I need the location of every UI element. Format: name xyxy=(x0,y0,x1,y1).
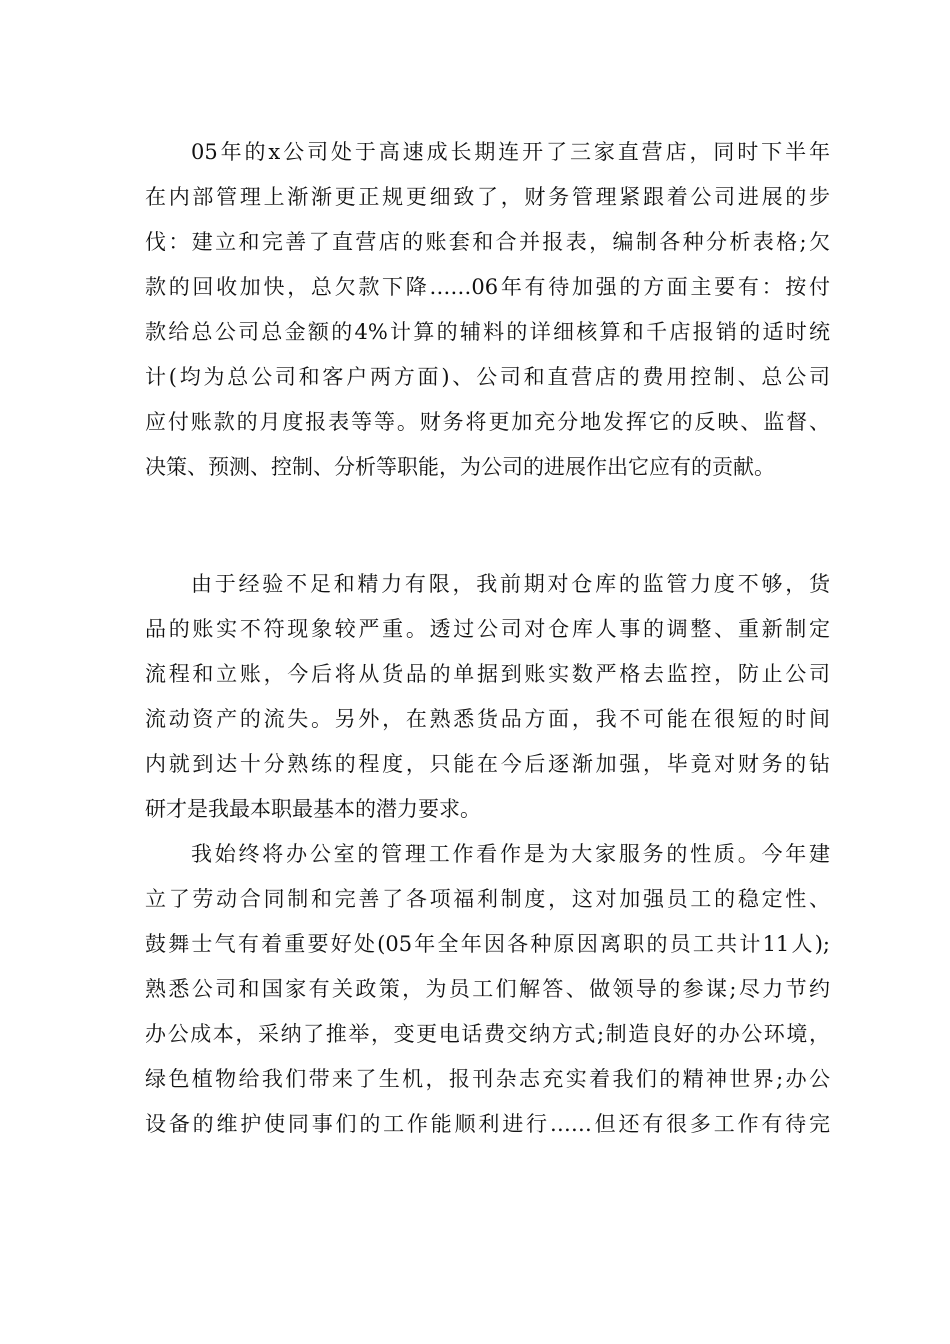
text-line: 05年的x公司处于高速成长期连开了三家直营店，同时下半年 xyxy=(191,140,830,164)
text-line: 设备的维护使同事们的工作能顺利进行……但还有很多工作有待完 xyxy=(145,1112,830,1136)
text-line: 计(均为总公司和客户两方面)、公司和直营店的费用控制、总公司 xyxy=(145,365,830,389)
text-line: 绿色植物给我们带来了生机，报刊杂志充实着我们的精神世界;办公 xyxy=(145,1067,830,1091)
text-line: 熟悉公司和国家有关政策，为员工们解答、做领导的参谋;尽力节约 xyxy=(145,977,830,1001)
text-line: 决策、预测、控制、分析等职能，为公司的进展作出它应有的贡献。 xyxy=(145,455,775,479)
paragraph-warehouse xyxy=(145,562,830,832)
paragraph-spacer xyxy=(145,490,830,562)
text-line: 品的账实不符现象较严重。透过公司对仓库人事的调整、重新制定 xyxy=(145,617,830,641)
text-line: 内就到达十分熟练的程度，只能在今后逐渐加强，毕竟对财务的钻 xyxy=(145,752,830,776)
text-line: 伐：建立和完善了直营店的账套和合并报表，编制各种分析表格;欠 xyxy=(145,230,830,254)
paragraph-office xyxy=(145,832,830,1147)
paragraph-finance xyxy=(145,130,830,490)
text-line: 流动资产的流失。另外，在熟悉货品方面，我不可能在很短的时间 xyxy=(145,707,830,731)
text-line: 由于经验不足和精力有限，我前期对仓库的监管力度不够，货 xyxy=(191,572,830,596)
text-line: 应付账款的月度报表等等。财务将更加充分地发挥它的反映、监督、 xyxy=(145,410,830,434)
text-line: 款给总公司总金额的4%计算的辅料的详细核算和千店报销的适时统 xyxy=(145,320,830,344)
text-line: 研才是我最本职最基本的潜力要求。 xyxy=(145,797,481,821)
text-line: 款的回收加快，总欠款下降……06年有待加强的方面主要有：按付 xyxy=(145,275,830,299)
text-line: 办公成本，采纳了推举，变更电话费交纳方式;制造良好的办公环境， xyxy=(145,1022,830,1046)
text-line: 立了劳动合同制和完善了各项福利制度，这对加强员工的稳定性、 xyxy=(145,887,830,911)
text-line: 流程和立账，今后将从货品的单据到账实数严格去监控，防止公司 xyxy=(145,662,830,686)
text-line: 我始终将办公室的管理工作看作是为大家服务的性质。今年建 xyxy=(191,842,830,866)
document-body xyxy=(145,130,830,1147)
text-line: 鼓舞士气有着重要好处(05年全年因各种原因离职的员工共计11人); xyxy=(145,932,830,956)
text-line: 在内部管理上渐渐更正规更细致了，财务管理紧跟着公司进展的步 xyxy=(145,185,830,209)
